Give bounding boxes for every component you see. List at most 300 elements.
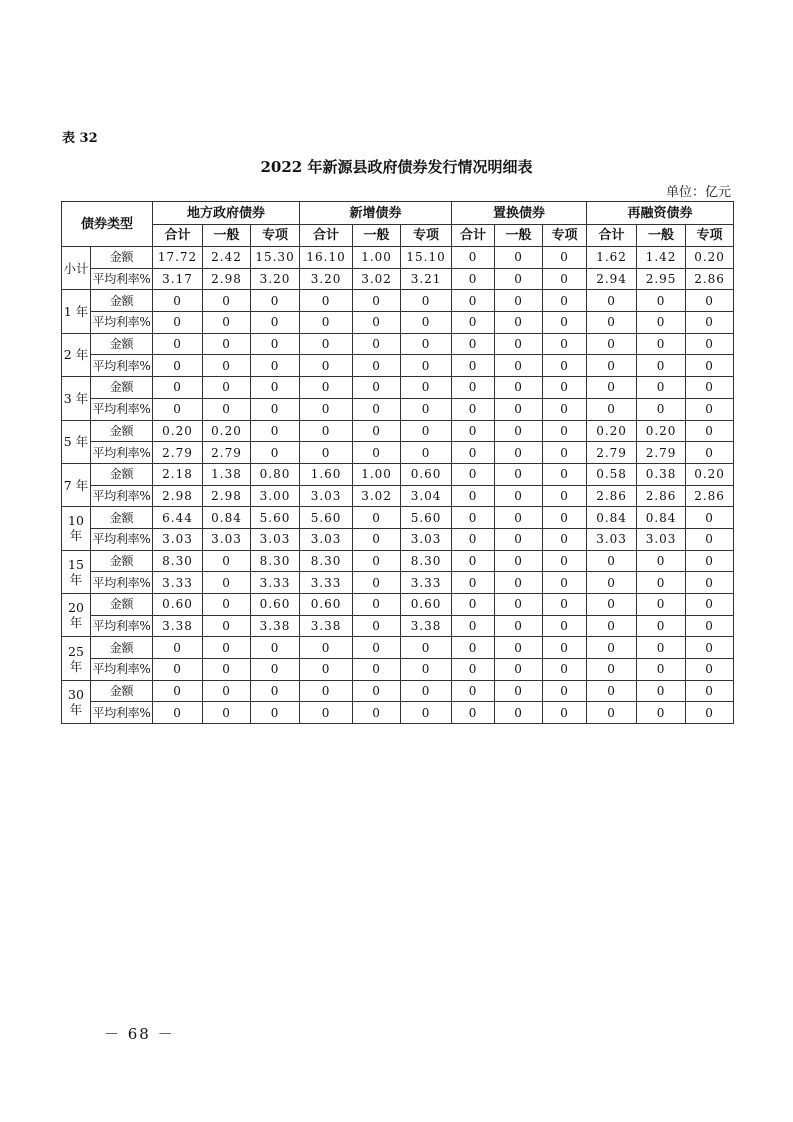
table-cell: 0 [251,680,300,702]
table-cell: 0 [686,702,734,724]
table-cell: 0 [587,398,637,420]
table-cell: 0 [495,312,543,334]
metric-amount-label: 金额 [91,247,153,269]
page-title: 2022 年新源县政府债券发行情况明细表 [260,158,533,176]
header-sub-total: 合计 [300,225,353,247]
header-sub-special: 专项 [686,225,734,247]
table-cell: 0 [587,550,637,572]
table-cell: 3.33 [300,572,353,594]
metric-amount-label: 金额 [91,290,153,312]
table-cell: 0 [452,507,495,529]
table-cell: 0 [495,247,543,269]
table-cell: 0 [495,615,543,637]
table-cell: 0 [251,377,300,399]
table-cell: 0 [153,312,203,334]
table-cell: 0 [452,594,495,616]
table-cell: 0 [686,442,734,464]
table-cell: 0 [495,268,543,290]
table-cell: 0.38 [637,463,686,485]
table-cell: 0 [637,702,686,724]
table-cell: 16.10 [300,247,353,269]
table-cell: 0 [543,637,587,659]
table-row [62,637,734,659]
table-cell: 0 [686,615,734,637]
table-cell: 0 [353,528,401,550]
table-cell: 0.58 [587,463,637,485]
table-row [62,572,734,594]
table-cell: 3.02 [353,485,401,507]
table-cell: 3.38 [300,615,353,637]
table-cell: 5.60 [401,507,452,529]
table-cell: 0 [543,507,587,529]
header-sub-general: 一般 [637,225,686,247]
table-cell: 0 [637,615,686,637]
table-cell: 0 [495,659,543,681]
table-cell: 0 [203,594,251,616]
table-cell: 0 [637,333,686,355]
row-group-label: 30 年 [62,680,91,723]
table-cell: 0 [251,702,300,724]
row-group-label: 15 年 [62,550,91,593]
table-cell: 0 [401,377,452,399]
table-cell: 0 [543,442,587,464]
metric-amount-label: 金额 [91,594,153,616]
table-cell: 0 [495,463,543,485]
table-cell: 0 [452,442,495,464]
table-cell: 0 [353,420,401,442]
metric-rate-label: 平均利率% [91,268,153,290]
table-cell: 3.33 [153,572,203,594]
table-cell: 0 [637,572,686,594]
table-cell: 0 [587,377,637,399]
table-cell: 0 [543,398,587,420]
table-cell: 0 [495,680,543,702]
table-cell: 0.20 [637,420,686,442]
table-cell: 0 [543,550,587,572]
metric-amount-label: 金额 [91,507,153,529]
table-cell: 0 [203,377,251,399]
table-cell: 0 [637,398,686,420]
table-cell: 0 [401,290,452,312]
header-group-refinancing: 再融资债券 [587,202,734,225]
table-cell: 0 [203,355,251,377]
table-cell: 0 [495,702,543,724]
metric-rate-label: 平均利率% [91,355,153,377]
metric-amount-label: 金额 [91,333,153,355]
table-cell: 1.00 [353,463,401,485]
table-cell: 0 [251,333,300,355]
unit-label: 单位：亿元 [665,185,731,200]
table-cell: 0 [300,290,353,312]
table-cell: 0 [452,398,495,420]
table-cell: 0 [300,377,353,399]
table-cell: 0.84 [637,507,686,529]
table-cell: 3.02 [353,268,401,290]
table-cell: 0 [686,312,734,334]
table-cell: 0 [300,637,353,659]
table-row [62,528,734,550]
table-cell: 0 [203,550,251,572]
table-cell: 0.60 [300,594,353,616]
table-cell: 3.38 [251,615,300,637]
table-cell: 0.60 [251,594,300,616]
table-cell: 0 [300,442,353,464]
table-cell: 0 [686,398,734,420]
table-cell: 6.44 [153,507,203,529]
metric-amount-label: 金额 [91,377,153,399]
table-cell: 0 [587,594,637,616]
table-cell: 0 [686,333,734,355]
table-cell: 0 [686,659,734,681]
table-cell: 0 [452,247,495,269]
table-cell: 0 [686,550,734,572]
table-cell: 0 [251,659,300,681]
table-cell: 0 [637,290,686,312]
table-cell: 0 [353,572,401,594]
row-group-label: 7 年 [62,463,91,506]
table-cell: 0 [300,659,353,681]
table-cell: 2.79 [637,442,686,464]
table-cell: 0 [686,420,734,442]
table-cell: 0 [153,355,203,377]
metric-rate-label: 平均利率% [91,572,153,594]
header-sub-total: 合计 [452,225,495,247]
table-cell: 0 [543,528,587,550]
table-cell: 0 [251,355,300,377]
table-cell: 0 [587,659,637,681]
table-cell: 0 [543,702,587,724]
header-group-new: 新增债券 [300,202,452,225]
metric-rate-label: 平均利率% [91,659,153,681]
table-cell: 0 [353,550,401,572]
table-cell: 0 [637,594,686,616]
table-cell: 0 [686,594,734,616]
table-row [62,377,734,399]
table-cell: 3.20 [251,268,300,290]
table-cell: 0 [495,290,543,312]
table-cell: 0 [543,290,587,312]
table-cell: 3.33 [401,572,452,594]
table-row [62,442,734,464]
table-cell: 0 [353,702,401,724]
table-cell: 0 [637,550,686,572]
table-row [62,333,734,355]
table-cell: 0 [686,290,734,312]
table-cell: 2.95 [637,268,686,290]
table-cell: 0 [452,355,495,377]
table-cell: 0 [153,377,203,399]
table-cell: 0 [452,290,495,312]
table-cell: 0 [452,637,495,659]
table-cell: 1.38 [203,463,251,485]
header-sub-special: 专项 [401,225,452,247]
table-cell: 5.60 [251,507,300,529]
table-cell: 2.86 [686,485,734,507]
row-group-label: 10 年 [62,507,91,550]
table-cell: 0 [203,637,251,659]
table-cell: 0.60 [401,594,452,616]
table-cell: 8.30 [153,550,203,572]
table-cell: 0 [495,333,543,355]
table-row [62,290,734,312]
row-group-label: 小计 [62,247,91,290]
table-cell: 0 [452,615,495,637]
table-row [62,702,734,724]
table-cell: 0 [153,333,203,355]
table-cell: 0 [153,702,203,724]
header-sub-total: 合计 [153,225,203,247]
table-cell: 0 [587,290,637,312]
table-cell: 0 [300,312,353,334]
table-cell: 0 [495,507,543,529]
table-cell: 0 [353,637,401,659]
table-cell: 3.00 [251,485,300,507]
table-cell: 0 [686,680,734,702]
header-group-replacement: 置换债券 [452,202,587,225]
table-cell: 3.03 [587,528,637,550]
table-cell: 0 [637,680,686,702]
table-cell: 0 [543,312,587,334]
table-cell: 0 [543,247,587,269]
table-cell: 0 [543,268,587,290]
table-cell: 0 [353,312,401,334]
table-cell: 1.62 [587,247,637,269]
table-cell: 0 [543,680,587,702]
table-cell: 0 [251,420,300,442]
table-cell: 0 [401,702,452,724]
header-sub-special: 专项 [543,225,587,247]
table-cell: 0 [543,463,587,485]
table-cell: 0 [637,312,686,334]
table-cell: 0 [495,637,543,659]
table-cell: 0 [153,398,203,420]
table-cell: 0 [353,442,401,464]
table-cell: 0.60 [401,463,452,485]
table-cell: 0 [300,355,353,377]
metric-rate-label: 平均利率% [91,528,153,550]
metric-amount-label: 金额 [91,550,153,572]
table-cell: 2.18 [153,463,203,485]
table-cell: 0 [401,442,452,464]
table-cell: 3.03 [637,528,686,550]
table-cell: 15.30 [251,247,300,269]
table-cell: 0.20 [203,420,251,442]
table-row [62,550,734,572]
table-cell: 0 [401,680,452,702]
table-row [62,355,734,377]
header-sub-general: 一般 [203,225,251,247]
table-cell: 0 [300,420,353,442]
table-cell: 8.30 [300,550,353,572]
bond-issuance-table [61,201,734,724]
table-cell: 0 [543,333,587,355]
table-cell: 0 [495,442,543,464]
table-row [62,247,734,269]
row-group-label: 20 年 [62,594,91,637]
table-number-label: 表 32 [62,131,98,146]
table-cell: 0 [353,659,401,681]
table-cell: 0 [452,528,495,550]
table-cell: 0 [401,398,452,420]
metric-amount-label: 金额 [91,637,153,659]
table-cell: 0 [300,680,353,702]
table-cell: 0 [203,702,251,724]
table-cell: 0 [153,290,203,312]
metric-amount-label: 金额 [91,680,153,702]
table-cell: 0 [452,420,495,442]
row-group-label: 25 年 [62,637,91,680]
metric-amount-label: 金额 [91,420,153,442]
table-cell: 0 [587,702,637,724]
metric-rate-label: 平均利率% [91,702,153,724]
table-cell: 3.03 [401,528,452,550]
table-cell: 8.30 [401,550,452,572]
table-row [62,420,734,442]
table-cell: 0 [495,377,543,399]
page-number: － 68 － [104,1025,175,1043]
row-group-label: 3 年 [62,377,91,420]
header-sub-total: 合计 [587,225,637,247]
table-cell: 2.98 [203,485,251,507]
table-cell: 1.60 [300,463,353,485]
table-cell: 0 [637,355,686,377]
table-cell: 0 [203,290,251,312]
table-cell: 0 [401,312,452,334]
table-cell: 0 [353,507,401,529]
table-cell: 0.20 [686,247,734,269]
table-cell: 2.86 [587,485,637,507]
metric-rate-label: 平均利率% [91,312,153,334]
table-cell: 3.33 [251,572,300,594]
table-cell: 0 [153,637,203,659]
table-cell: 0 [452,377,495,399]
table-cell: 3.17 [153,268,203,290]
table-cell: 0 [452,572,495,594]
table-cell: 0 [251,398,300,420]
metric-rate-label: 平均利率% [91,615,153,637]
table-cell: 0 [203,333,251,355]
table-body [62,247,734,724]
table-cell: 0 [153,659,203,681]
table-cell: 0 [587,680,637,702]
table-cell: 3.21 [401,268,452,290]
table-cell: 0 [452,659,495,681]
table-cell: 0 [300,702,353,724]
table-cell: 0 [543,594,587,616]
table-cell: 0 [401,659,452,681]
table-cell: 0 [587,637,637,659]
table-cell: 0.84 [587,507,637,529]
table-cell: 0 [452,268,495,290]
table-cell: 0 [353,290,401,312]
table-cell: 2.79 [153,442,203,464]
table-cell: 3.04 [401,485,452,507]
table-cell: 0 [543,355,587,377]
table-cell: 0 [637,377,686,399]
table-cell: 0 [353,615,401,637]
table-cell: 2.98 [153,485,203,507]
table-cell: 0 [587,572,637,594]
table-cell: 0 [353,398,401,420]
header-sub-general: 一般 [353,225,401,247]
header-bond-type: 债券类型 [62,202,153,247]
table-row [62,268,734,290]
metric-rate-label: 平均利率% [91,485,153,507]
table-cell: 0.84 [203,507,251,529]
table-row [62,507,734,529]
table-row [62,680,734,702]
table-row [62,485,734,507]
table-cell: 0 [686,377,734,399]
table-cell: 2.86 [686,268,734,290]
table-cell: 17.72 [153,247,203,269]
header-group-local-gov: 地方政府债券 [153,202,300,225]
table-cell: 0 [251,637,300,659]
table-cell: 0 [495,550,543,572]
table-cell: 0 [452,333,495,355]
table-cell: 0 [543,377,587,399]
table-cell: 0 [401,355,452,377]
table-cell: 0 [452,550,495,572]
table-cell: 1.00 [353,247,401,269]
table-cell: 0 [153,680,203,702]
table-cell: 0 [495,420,543,442]
row-group-label: 2 年 [62,333,91,376]
table-cell: 0 [353,333,401,355]
table-cell: 0 [543,572,587,594]
table-cell: 0 [543,485,587,507]
table-cell: 0 [203,615,251,637]
table-cell: 3.03 [251,528,300,550]
table-cell: 0 [543,615,587,637]
table-cell: 0 [353,355,401,377]
table-cell: 0 [203,398,251,420]
table-cell: 2.79 [587,442,637,464]
table-cell: 0 [300,333,353,355]
table-cell: 0.20 [153,420,203,442]
table-cell: 0.60 [153,594,203,616]
table-cell: 0 [686,507,734,529]
table-row [62,312,734,334]
table-cell: 0 [452,702,495,724]
metric-amount-label: 金额 [91,463,153,485]
header-sub-special: 专项 [251,225,300,247]
table-cell: 0 [452,312,495,334]
table-cell: 0 [401,637,452,659]
table-row [62,594,734,616]
table-cell: 2.86 [637,485,686,507]
table-cell: 0 [495,572,543,594]
table-cell: 0 [401,420,452,442]
table-cell: 2.42 [203,247,251,269]
table-row [62,463,734,485]
header-sub-general: 一般 [495,225,543,247]
table-cell: 0 [203,572,251,594]
table-cell: 0 [203,680,251,702]
table-cell: 3.20 [300,268,353,290]
row-group-label: 1 年 [62,290,91,333]
table-cell: 0 [587,615,637,637]
table-cell: 0.80 [251,463,300,485]
table-cell: 0 [587,333,637,355]
table-cell: 0 [353,680,401,702]
table-cell: 0 [401,333,452,355]
table-cell: 0 [495,594,543,616]
table-row [62,615,734,637]
table-cell: 0 [251,312,300,334]
table-cell: 0 [686,528,734,550]
table-cell: 15.10 [401,247,452,269]
